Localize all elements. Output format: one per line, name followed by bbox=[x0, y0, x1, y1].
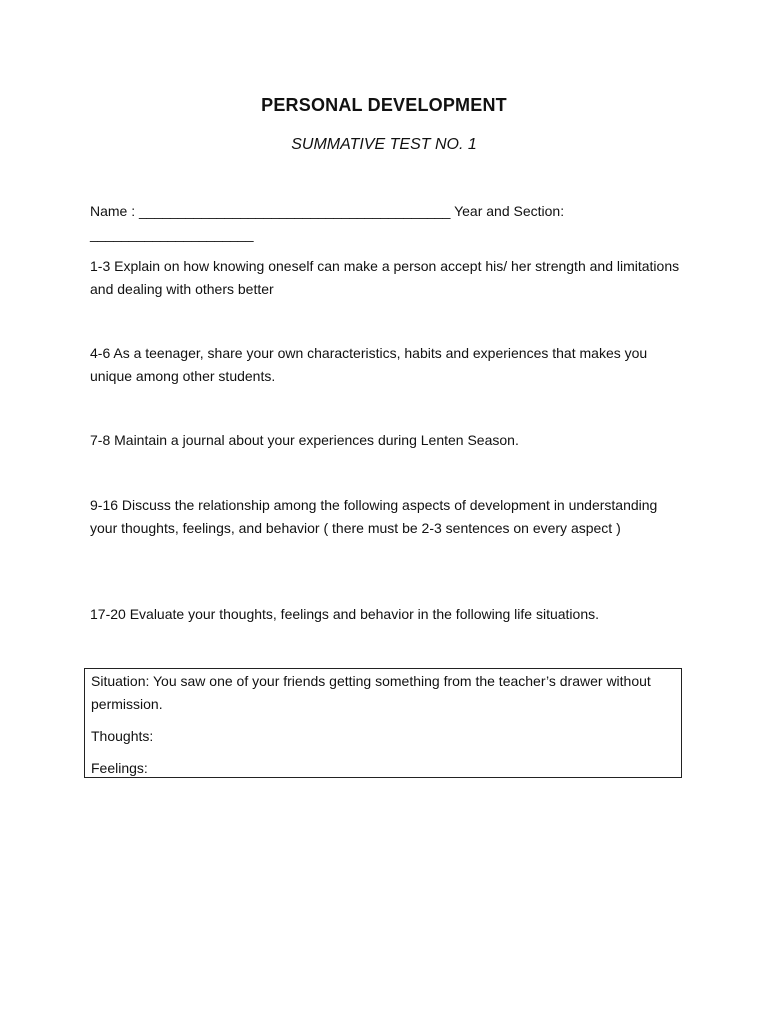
question-1-3: 1-3 Explain on how knowing oneself can make a person accept his/ her strength and limitations and dealing with others better bbox=[90, 258, 680, 297]
situation-box bbox=[84, 668, 682, 778]
thoughts-label: Thoughts: bbox=[91, 728, 154, 744]
name-line: Name : ________________________________________ Year and Section: bbox=[90, 203, 565, 219]
question-7-8: 7-8 Maintain a journal about your experiences during Lenten Season. bbox=[90, 432, 519, 448]
question-4-6: 4-6 As a teenager, share your own characteristics, habits and experiences that makes you unique among other students. bbox=[90, 345, 648, 384]
situation-text: Situation: You saw one of your friends getting something from the teacher’s drawer without permission. bbox=[91, 673, 651, 712]
question-9-16: 9-16 Discuss the relationship among the following aspects of development in understanding your thoughts, feelings, and behavior ( there must be 2-3 sentences on every aspect ) bbox=[90, 497, 658, 536]
page-subtitle: SUMMATIVE TEST NO. 1 bbox=[291, 136, 477, 153]
feelings-label: Feelings: bbox=[91, 760, 148, 776]
section-blank-line: _____________________ bbox=[90, 226, 254, 242]
page-title: PERSONAL DEVELOPMENT bbox=[261, 95, 507, 115]
question-17-20: 17-20 Evaluate your thoughts, feelings and behavior in the following life situations. bbox=[90, 606, 599, 622]
